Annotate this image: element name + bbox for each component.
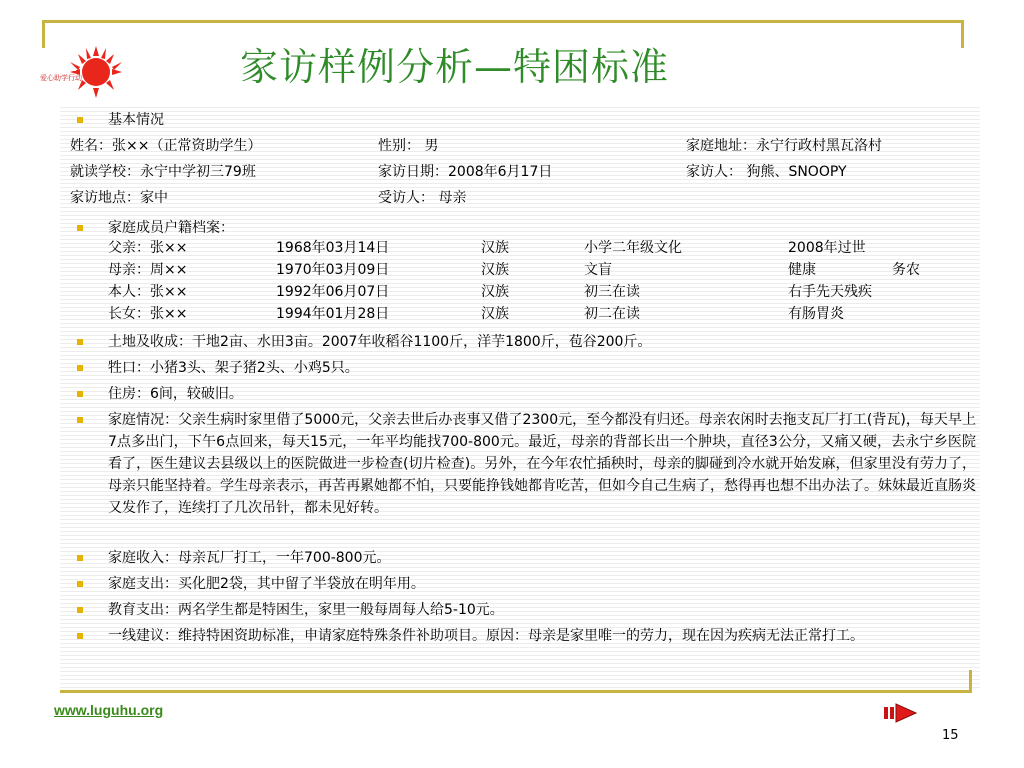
bullet-icon — [77, 117, 83, 123]
member-birth: 1992年06月07日 — [276, 284, 390, 300]
member-birth: 1968年03月14日 — [276, 240, 390, 256]
family-expense: 家庭支出：买化肥2袋，其中留了半袋放在明年用。 — [108, 576, 425, 592]
bullet-icon — [77, 607, 83, 613]
student-name: 姓名：张××（正常资助学生） — [70, 138, 262, 154]
bullet-icon — [77, 391, 83, 397]
member-name: 长女：张×× — [108, 306, 188, 322]
bottom-frame-corner — [969, 670, 972, 693]
top-frame-line — [42, 20, 964, 23]
family-situation: 家庭情况：父亲生病时家里借了5000元，父亲去世后办丧事又借了2300元，至今都没有归还。母亲农闲时去拖支瓦厂打工(背瓦)，每天早上7点多出门，下午6点回来，每天15元，一年平均能找700-800元。最近，母亲的背部长出一个肿块，直径3公分，又痛又硬，去永宁乡医院看了，医生建议去县级以上的医院做进一步检查(切片检查)。另外，在今年农忙插秧时，母亲的脚碰到冷水就开始发麻，但家里没有劳力了，母亲只能坚持着。学生母亲表示，再苦再累她都不怕，只要能挣钱她都肯吃苦，但如今自己生病了，愁得再也想不出办法了。妹妹最近直肠炎又发作了，连续打了几次吊针，都未见好转。 — [108, 412, 976, 516]
member-status: 有肠胃炎 — [788, 306, 844, 322]
member-status: 2008年过世 — [788, 240, 866, 256]
school: 就读学校：永宁中学初三79班 — [70, 164, 256, 180]
member-education: 初二在读 — [584, 306, 640, 322]
page-number: 15 — [942, 728, 959, 743]
member-occupation: 务农 — [892, 262, 920, 278]
member-birth: 1994年01月28日 — [276, 306, 390, 322]
frontline-suggestion: 一线建议：维持特困资助标准，申请家庭特殊条件补助项目。原因：母亲是家里唯一的劳力，现在因为疾病无法正常打工。 — [108, 628, 864, 644]
land-harvest: 土地及收成：干地2亩、水田3亩。2007年收稻谷1100斤，洋芋1800斤，苞谷200斤。 — [108, 334, 652, 350]
education-expense: 教育支出：两名学生都是特困生，家里一般每周每人给5-10元。 — [108, 602, 504, 618]
livestock: 牲口：小猪3头、架子猪2头、小鸡5只。 — [108, 360, 359, 376]
right-frame-line — [961, 20, 964, 48]
bullet-icon — [77, 417, 83, 423]
visitor: 家访人： 狗熊、SNOOPY — [686, 164, 847, 180]
bullet-icon — [77, 365, 83, 371]
footer-link[interactable]: www.luguhu.org — [54, 702, 164, 718]
bullet-icon — [77, 581, 83, 587]
member-ethnicity: 汉族 — [481, 262, 509, 278]
basic-header: 基本情况 — [108, 112, 164, 128]
member-name: 父亲：张×× — [108, 240, 188, 256]
member-status: 右手先天残疾 — [788, 284, 872, 300]
logo-icon — [40, 40, 130, 106]
member-education: 文盲 — [584, 262, 612, 278]
family-header: 家庭成员户籍档案： — [108, 220, 234, 236]
bullet-icon — [77, 633, 83, 639]
member-name: 母亲：周×× — [108, 262, 188, 278]
member-ethnicity: 汉族 — [481, 284, 509, 300]
member-status: 健康 — [788, 262, 816, 278]
interviewee: 受访人： 母亲 — [378, 190, 467, 206]
student-gender: 性别： 男 — [378, 138, 439, 154]
bottom-frame-line — [60, 690, 972, 693]
bullet-icon — [77, 225, 83, 231]
member-education: 初三在读 — [584, 284, 640, 300]
family-income: 家庭收入：母亲瓦厂打工，一年700-800元。 — [108, 550, 391, 566]
member-ethnicity: 汉族 — [481, 240, 509, 256]
logo-text: 爱心助学行动 — [40, 74, 82, 82]
family-address: 家庭地址：永宁行政村黑瓦洛村 — [686, 138, 882, 154]
housing: 住房：6间，较破旧。 — [108, 386, 243, 402]
slide-title: 家访样例分析—特困标准 — [240, 45, 670, 89]
bullet-icon — [77, 555, 83, 561]
member-ethnicity: 汉族 — [481, 306, 509, 322]
member-education: 小学二年级文化 — [584, 240, 682, 256]
visit-date: 家访日期：2008年6月17日 — [378, 164, 553, 180]
next-arrow-icon[interactable] — [884, 702, 918, 724]
member-birth: 1970年03月09日 — [276, 262, 390, 278]
visit-place: 家访地点：家中 — [70, 190, 168, 206]
member-name: 本人：张×× — [108, 284, 188, 300]
bullet-icon — [77, 339, 83, 345]
